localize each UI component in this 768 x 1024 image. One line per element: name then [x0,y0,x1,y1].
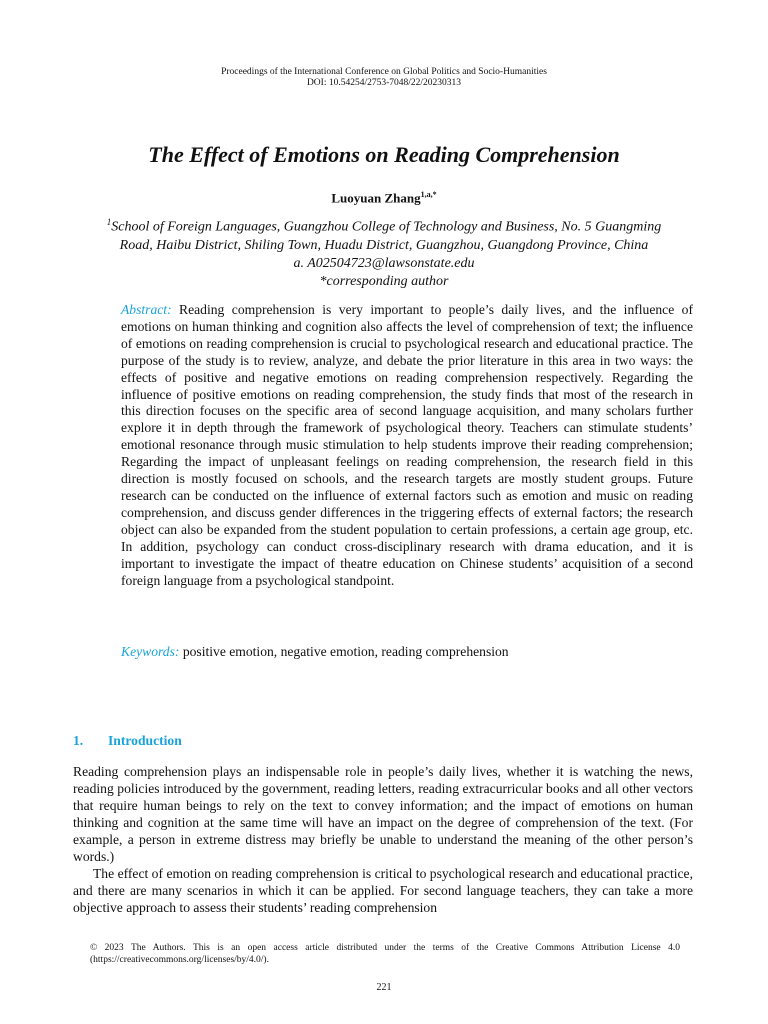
author-superscript: 1,a,* [420,190,437,199]
affiliation-block [70,213,698,291]
keywords [121,643,693,660]
affiliation-line-1: $^1$School of Foreign Languages, Guangzhou College of Technology and Business, No. 5 Guangming [106,217,662,235]
body-paragraph: The effect of emotion on reading comprehension is critical to psychological research and educational practice, and there are many scenarios in which it can be applied. For second language teachers, they can take a more objective approach to assess their students’ reading comprehension [73,866,693,915]
license-footnote: © 2023 The Authors. This is an open access article distributed under the terms of the Creative Commons Attribution License 4.0 (https://creativecommons.org/licenses/by/4.0/). [90,943,680,965]
section-number: 1. [73,733,84,748]
keywords-text: positive emotion, negative emotion, reading comprehension [182,644,509,659]
author-line [0,190,768,206]
affiliation-superscript: 1 [106,217,112,227]
author-email: a. A02504723@lawsonstate.edu [293,255,475,271]
body-text [73,763,693,916]
doi-line: DOI: 10.54254/2753-7048/22/20230313 [306,78,462,88]
abstract-label: Abstract: [121,302,172,317]
author-name: Luoyuan Zhang [331,190,421,206]
page-number: 221 [376,982,392,993]
paper-title: The Effect of Emotions on Reading Comprehension [148,142,620,167]
section-heading [73,733,182,749]
section-title: Introduction [108,733,182,748]
abstract [121,302,693,589]
body-paragraph: Reading comprehension plays an indispensable role in people’s daily lives, whether it is watching the news, reading policies introduced by the government, reading letters, reading extracurricular books and all other vectors that require human beings to rely on the text to convey information; and the impact of emotions on human thinking and cognition at the same time will have an impact on the degree of comprehension of the text. (For example, a person in extreme distress may briefly be unable to understand the meaning of the other person’s words.) [73,764,693,864]
running-header [0,67,768,89]
affiliation-line-2: Road, Haibu District, Shiling Town, Huadu District, Guangzhou, Guangdong Province, China [119,237,649,253]
corresponding-author-note: *corresponding author [319,273,449,289]
keywords-label: Keywords: [121,644,180,659]
abstract-text: Reading comprehension is very important to people’s daily lives, and the influence of emotions on human thinking and cognition also affects the level of comprehension of text; the influence of emotions on reading comprehension is crucial to psychological research and educational practice. The purpose of the study is to review, analyze, and debate the prior literature in this area in two ways: the effects of positive and negative emotions on reading comprehension respectively. Regarding the influence of positive emotions on reading comprehension, the study finds that most of the research in this direction focuses on the specific area of second language acquisition, and many scholars further explore it in depth through the framework of psychological theory. Teachers can stimulate students’ emotional resonance through music stimulation to help students improve their reading comprehension; Regarding the impact of unpleasant feelings on reading comprehension, the research field in this direction is mostly focused on schools, and the research targets are mostly student groups. Future research can be conducted on the influence of external factors such as emotion and music on reading comprehension, and discuss gender differences in the triggering effects of external factors; the research object can also be expanded from the student population to certain professions, a certain age group, etc. In addition, psychology can conduct cross-disciplinary research with drama education, and it is important to investigate the impact of theatre education on Chinese students’ acquisition of a second foreign language from a psychological standpoint. [121,302,694,588]
proceedings-line: Proceedings of the International Conference on Global Politics and Socio-Humanities [221,67,547,77]
